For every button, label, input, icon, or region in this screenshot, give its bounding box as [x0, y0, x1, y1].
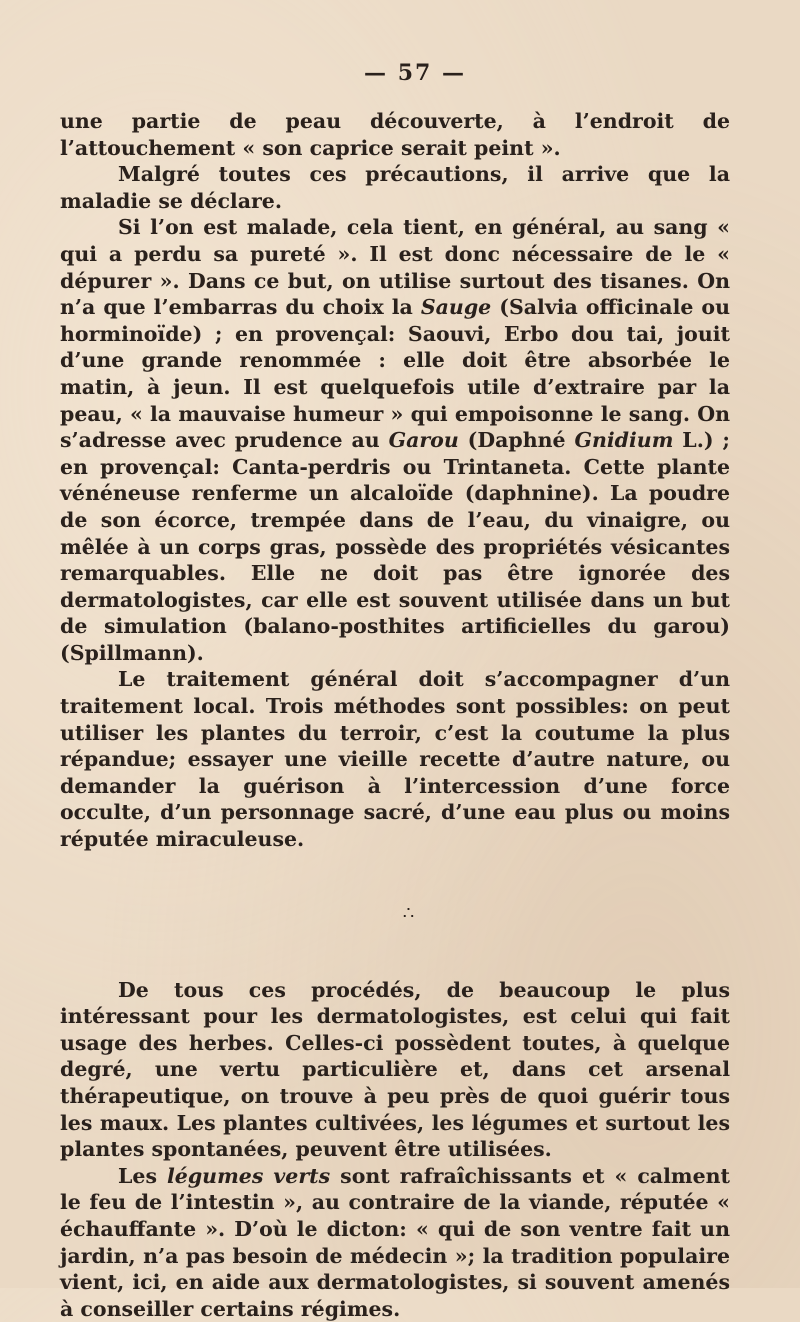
- italic-term-sauge: Sauge: [420, 295, 492, 320]
- paragraph-tisanes: [60, 214, 730, 666]
- section-separator: ∴: [402, 902, 416, 924]
- text-segment: Les: [118, 1163, 168, 1188]
- italic-term-legumes-verts: légumes verts: [167, 1163, 331, 1188]
- paragraph-traitement-local: Le traitement général doit s’accompagner d’un traitement local. Trois méthodes sont possibles: on peut utiliser les plantes du terroir, c’est la coutume la plus répandue; essayer une vieille recette d’autre nature, ou demander la guérison à l’intercession d’une force occulte, d’un personnage sacré, d’une eau plus ou moins réputée miraculeuse.: [60, 667, 730, 852]
- paragraph-herbes: De tous ces procédés, de beaucoup le plus intéressant pour les dermatologistes, est celui qui fait usage des herbes. Celles-ci possèdent toutes, à quelque degré, une vertu particulière et, dans cet arsenal thérapeutique, on trouve à peu près de quoi guérir tous les maux. Les plantes cultivées, les légumes et surtout les plantes spontanées, peuvent être utilisées.: [60, 977, 730, 1162]
- italic-term-garou: Garou: [388, 428, 459, 453]
- book-page: [60, 60, 730, 1322]
- paragraph-precautions: Malgré toutes ces précautions, il arrive que la maladie se déclare.: [60, 162, 730, 213]
- text-segment: Si l’on est malade, cela tient, en général, au sang « qui a perdu sa pureté ». Il est donc nécessaire de le « dépurer ». Dans ce but, on utilise surtout des tisanes. On n’a que l’embarras du choix la: [60, 215, 730, 320]
- text-segment: L.) ; en provençal: Canta-perdris ou Trintaneta. Cette plante vénéneuse renferme un alcaloïde (daphnine). La poudre de son écorce, trempée dans de l’eau, du vinaigre, ou mêlée à un corps gras, possède des propriétés vésicantes remarquables. Elle ne doit pas être ignorée des dermatologistes, car elle est souvent utilisée dans un but de simulation (balano-posthites artificielles du garou) (Spillmann).: [60, 428, 730, 665]
- text-segment: sont rafraîchissants et « calment le feu de l’intestin », au contraire de la viande, réputée « échauffante ». D’où le dicton: « qui de son ventre fait un jardin, n’a pas besoin de médecin »; la tradition populaire vient, ici, en aide aux dermatologistes, si souvent amenés à conseiller certains régimes.: [60, 1163, 730, 1321]
- italic-term-gnidium: Gnidium: [574, 428, 674, 453]
- paragraph-legumes: [60, 1163, 730, 1322]
- page-number: — 57 —: [364, 60, 466, 86]
- text-segment: (Salvia officinale ou horminoïde) ; en provençal: Saouvi, Erbo dou tai, jouit d’une grande renommée : elle doit être absorbée le matin, à jeun. Il est quelquefois utile d’extraire par la peau, « la mauvaise humeur » qui empoisonne le sang. On s’adresse avec prudence au: [60, 295, 731, 453]
- text-segment: (Daphné: [458, 428, 575, 453]
- paragraph-continuation: une partie de peau découverte, à l’endroit de l’attouchement « son caprice serait peint ».: [60, 109, 730, 160]
